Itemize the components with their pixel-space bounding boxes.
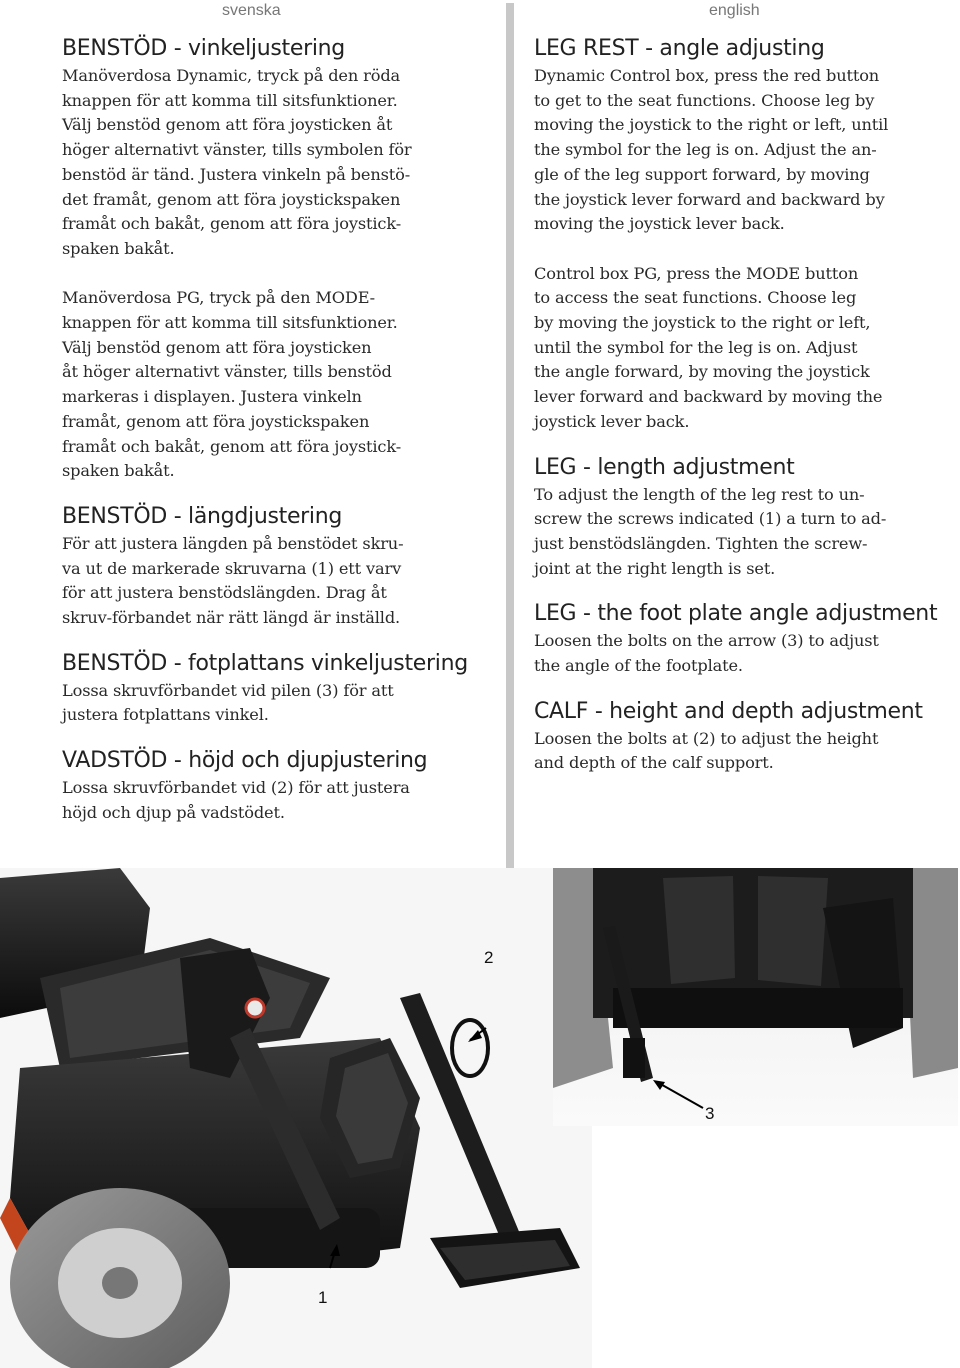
sv-section-calf bbox=[62, 746, 482, 825]
en-heading-length: LEG - length adjustment bbox=[534, 454, 795, 480]
en-section-legrest-angle bbox=[534, 34, 958, 435]
language-label-english: english bbox=[709, 2, 760, 19]
en-section-length bbox=[534, 453, 958, 582]
en-paragraph-calf: Loosen the bolts at (2) to adjust the height and depth of the calf support. bbox=[534, 728, 879, 773]
swedish-column bbox=[62, 34, 482, 844]
sv-paragraph-footplate: Lossa skruvförbandet vid pilen (3) för att justera fotplattans vinkel. bbox=[62, 680, 394, 725]
english-column bbox=[534, 34, 958, 794]
en-paragraph-footplate: Loosen the bolts on the arrow (3) to adjust the angle of the footplate. bbox=[534, 631, 879, 676]
sv-section-legrest-angle bbox=[62, 34, 482, 484]
sv-section-length bbox=[62, 502, 482, 631]
en-section-calf bbox=[534, 697, 958, 776]
sv-heading-legrest-angle: BENSTÖD - vinkeljustering bbox=[62, 36, 345, 61]
wheelchair-illustration bbox=[0, 868, 592, 1368]
sv-paragraph-dynamic: Manöverdosa Dynamic, tryck på den röda knappen för att komma till sitsfunktioner. Välj benstöd genom att föra joysticken åt höger alternativt vänster, tills symbolen för benstöd är tänd. Justera vinkeln på benstö- det framåt, genom att föra joystickspaken framåt och bakåt, genom att föra joystick- spaken bakåt. bbox=[62, 66, 412, 258]
en-heading-legrest-angle: LEG REST - angle adjusting bbox=[534, 36, 825, 61]
en-heading-footplate: LEG - the foot plate angle adjustment bbox=[534, 601, 938, 627]
en-paragraph-length: To adjust the length of the leg rest to un- screw the screws indicated (1) a turn to ad- just benstödslängden. Tighten the screw- joint at the right length is set. bbox=[534, 484, 887, 578]
callout-2: 2 bbox=[484, 948, 494, 967]
sv-paragraph-length: För att justera längden på benstödet skru- va ut de markerade skruvarna (1) ett varv för att justera benstödslängden. Drag åt skruv-förbandet när rätt längd är inställd. bbox=[62, 533, 404, 628]
leg-rest-illustration bbox=[553, 868, 958, 1126]
en-paragraph-dynamic: Dynamic Control box, press the red button to get to the seat functions. Choose leg by moving the joystick to the right or left, until the symbol for the leg is on. Adjust the an- gle of the leg support forward, by moving the joystick lever forward and backward by moving the joystick lever back. bbox=[534, 66, 889, 234]
en-section-footplate bbox=[534, 599, 958, 678]
wheelchair-leg-rest-photo bbox=[0, 868, 592, 1368]
sv-paragraph-calf: Lossa skruvförbandet vid (2) för att justera höjd och djup på vadstödet. bbox=[62, 778, 410, 822]
en-heading-calf: CALF - height and depth adjustment bbox=[534, 698, 923, 724]
sv-heading-footplate: BENSTÖD - fotplattans vinkeljustering bbox=[62, 650, 468, 676]
sv-heading-calf: VADSTÖD - höjd och djupjustering bbox=[62, 748, 428, 774]
leg-rest-rear-photo bbox=[553, 868, 958, 1126]
callout-3: 3 bbox=[705, 1104, 715, 1123]
sv-paragraph-pg: Manöverdosa PG, tryck på den MODE- knappen för att komma till sitsfunktioner. Välj benstöd genom att föra joysticken åt höger alternativt vänster, tills benstöd markeras i displayen. Justera vinkeln framåt, genom att föra joystickspaken framåt och bakåt, genom att föra joystick- spaken bakåt. bbox=[62, 288, 402, 481]
language-label-swedish: svenska bbox=[222, 2, 281, 19]
sv-section-footplate bbox=[62, 649, 482, 728]
sv-heading-length: BENSTÖD - längdjustering bbox=[62, 503, 343, 529]
en-paragraph-pg: Control box PG, press the MODE button to access the seat functions. Choose leg by moving the joystick to the right or left, until the symbol for the leg is on. Adjust the angle forward, by moving the joystick lever forward and backward by moving the joystick lever back. bbox=[534, 263, 883, 431]
callout-1: 1 bbox=[318, 1288, 328, 1307]
column-divider bbox=[506, 3, 514, 878]
